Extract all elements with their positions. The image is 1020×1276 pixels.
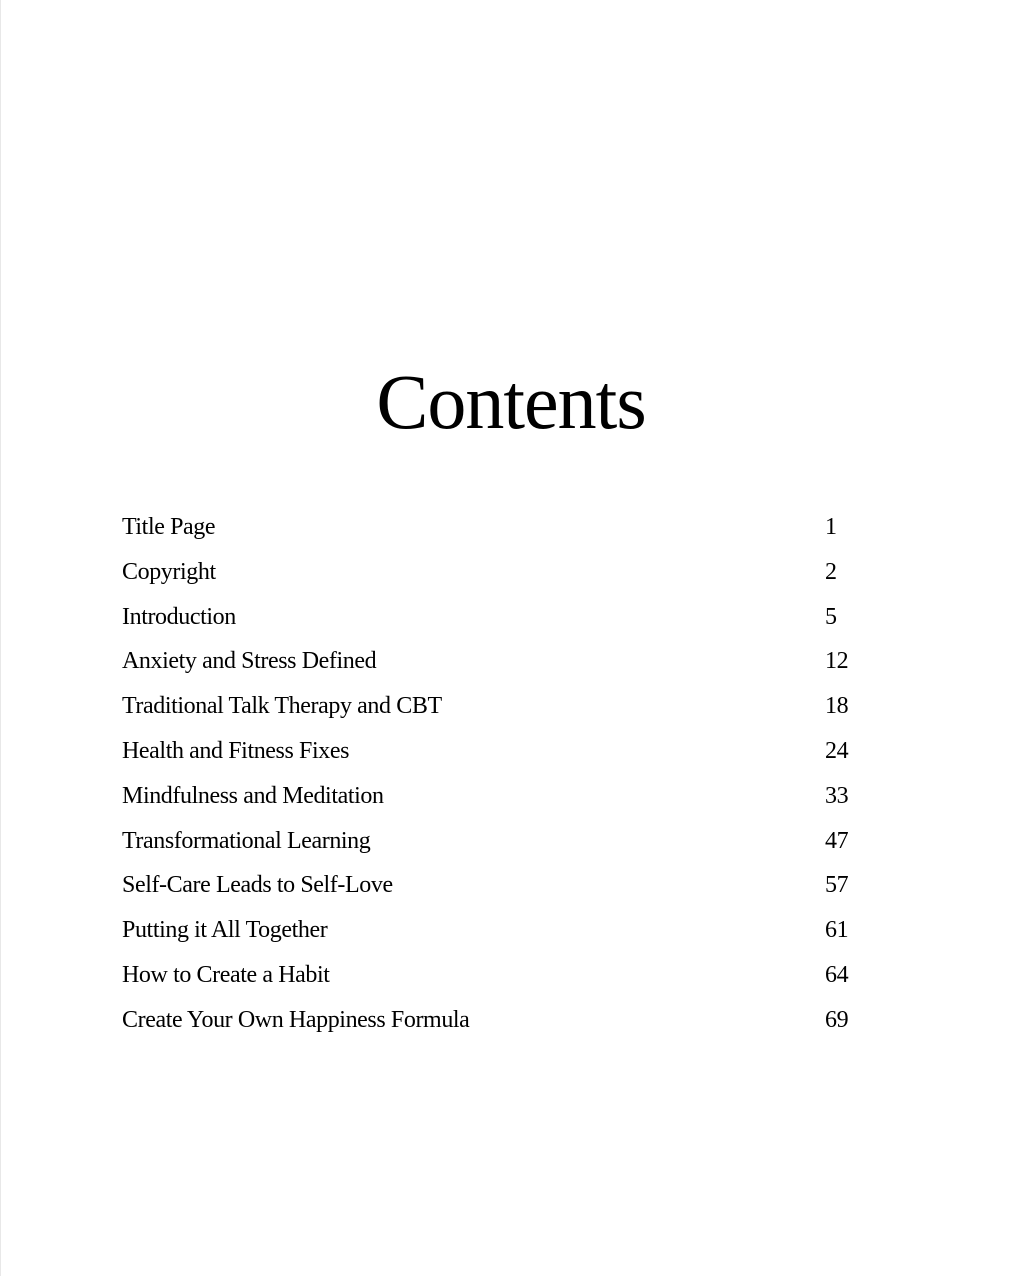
toc-page-number: 12 bbox=[825, 648, 849, 675]
toc-entry[interactable] bbox=[122, 774, 882, 819]
toc-entry-label[interactable]: Introduction bbox=[122, 603, 236, 630]
toc-entry-label[interactable]: Self-Care Leads to Self-Love bbox=[122, 872, 393, 899]
page-title: Contents bbox=[376, 358, 646, 445]
toc-page-number: 5 bbox=[825, 603, 837, 630]
toc-entry[interactable] bbox=[122, 595, 882, 640]
toc-entry[interactable] bbox=[122, 505, 882, 550]
toc-page-number: 1 bbox=[825, 514, 837, 540]
toc-entry[interactable] bbox=[122, 729, 882, 774]
toc-entry[interactable] bbox=[122, 684, 882, 729]
toc-page-number: 2 bbox=[825, 558, 837, 585]
toc-entry[interactable] bbox=[122, 819, 882, 864]
toc-entry[interactable] bbox=[122, 908, 882, 953]
toc-entry-label[interactable]: Putting it All Together bbox=[122, 917, 328, 944]
toc-entry-label[interactable]: Copyright bbox=[122, 558, 216, 585]
toc-page-number: 18 bbox=[825, 693, 849, 720]
toc-page-number: 24 bbox=[825, 737, 849, 764]
toc-entry-label[interactable]: Anxiety and Stress Defined bbox=[122, 648, 377, 675]
toc-page-number: 57 bbox=[825, 872, 849, 899]
toc-entry[interactable] bbox=[122, 863, 882, 908]
toc-entry-label[interactable]: Create Your Own Happiness Formula bbox=[122, 1006, 470, 1033]
toc-entry[interactable] bbox=[122, 953, 882, 998]
table-of-contents bbox=[122, 505, 882, 1043]
toc-entry-label[interactable]: Health and Fitness Fixes bbox=[122, 737, 350, 764]
toc-page-number: 69 bbox=[825, 1006, 849, 1033]
toc-entry[interactable] bbox=[122, 550, 882, 595]
toc-entry-label[interactable]: Transformational Learning bbox=[122, 827, 371, 854]
toc-page-number: 33 bbox=[825, 782, 849, 809]
toc-entry-label[interactable]: Traditional Talk Therapy and CBT bbox=[122, 693, 442, 720]
toc-page-number: 61 bbox=[825, 917, 849, 944]
toc-entry-label[interactable]: Mindfulness and Meditation bbox=[122, 782, 384, 809]
toc-page-number: 64 bbox=[825, 961, 849, 988]
toc-entry[interactable] bbox=[122, 639, 882, 684]
toc-entry-label[interactable]: How to Create a Habit bbox=[122, 961, 330, 988]
toc-entry-label[interactable]: Title Page bbox=[122, 514, 216, 540]
toc-entry[interactable] bbox=[122, 998, 882, 1043]
toc-page-number: 47 bbox=[825, 827, 849, 854]
